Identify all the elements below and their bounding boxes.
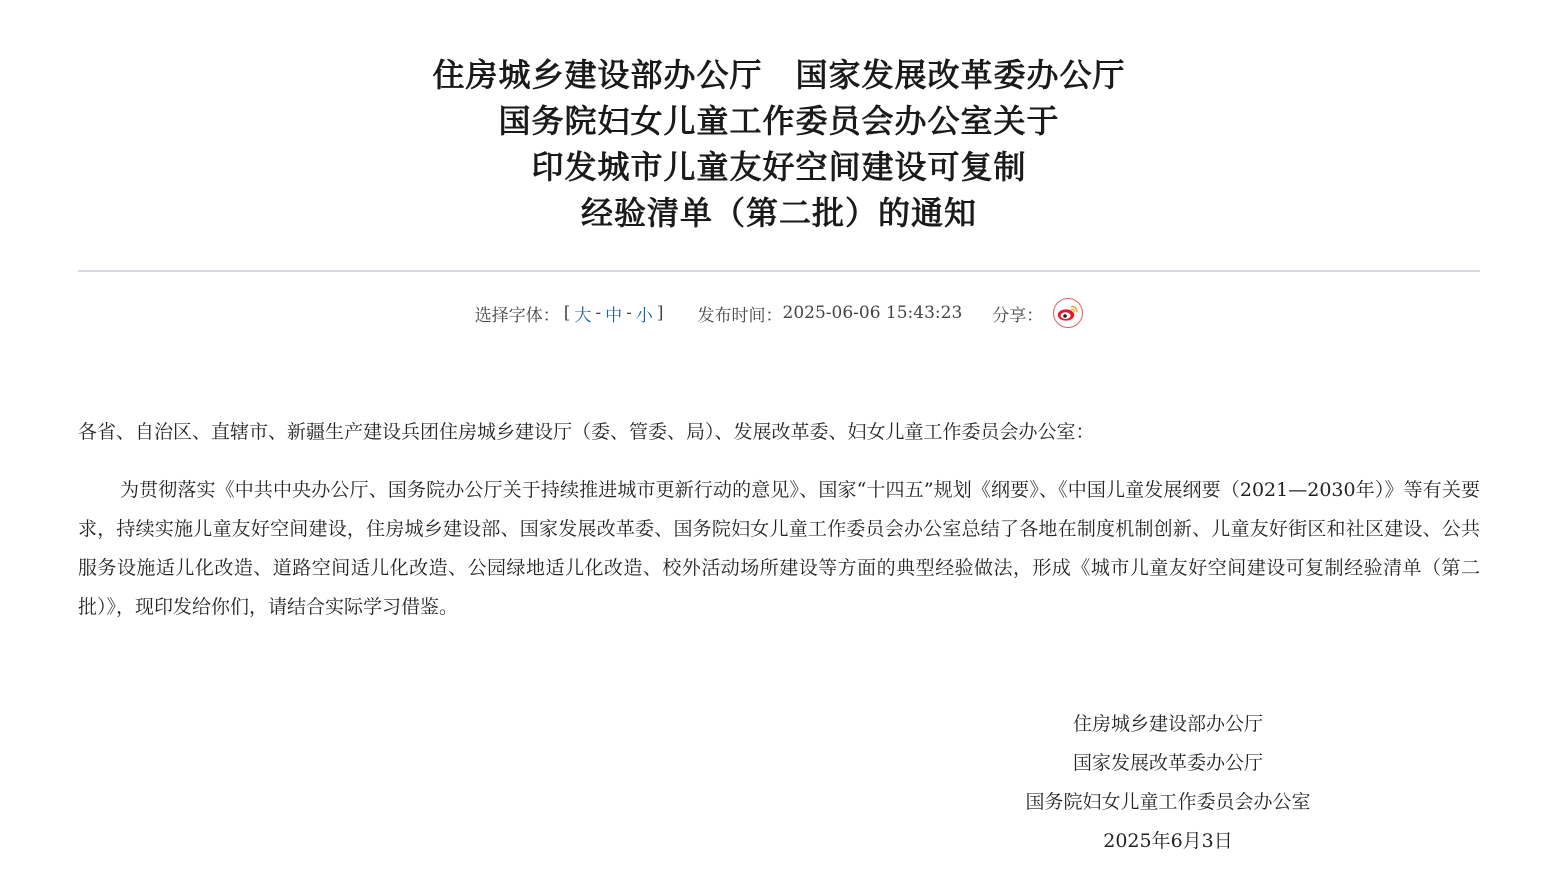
publish-time-label: 发布时间： (697, 305, 783, 326)
share-group (992, 298, 1083, 328)
font-separator: - (626, 303, 632, 323)
salutation: 各省、自治区、直辖市、新疆生产建设兵团住房城乡建设厅（委、管委、局）、发展改革委、妇女儿童工作委员会办公室： (78, 421, 1095, 443)
title-line-1: 住房城乡建设部办公厅 国家发展改革委办公厅 (432, 56, 1126, 94)
signature-issuer-1: 住房城乡建设部办公厅 (1072, 713, 1263, 735)
font-size-label: 选择字体： (474, 305, 560, 326)
publish-info (698, 301, 963, 326)
meta-bar (78, 296, 1480, 330)
title-line-4: 经验清单（第二批）的通知 (580, 194, 977, 232)
font-separator: - (595, 303, 602, 323)
title-line-2: 国务院妇女儿童工作委员会办公室关于 (498, 102, 1060, 140)
font-size-medium-link[interactable]: 中 (605, 305, 623, 326)
publish-time-value: 2025-06-06 15:43:23 (782, 303, 963, 323)
font-bracket-close: ] (656, 303, 664, 323)
title-line-3: 印发城市儿童友好空间建设可复制 (531, 148, 1027, 186)
signature-date: 2025年6月3日 (1103, 830, 1233, 852)
notice-page (78, 0, 1480, 887)
title-divider (78, 270, 1480, 272)
body-paragraph: 为贯彻落实《中共中央办公厅、国务院办公厅关于持续推进城市更新行动的意见》、国家“十四五”规划《纲要》、《中国儿童发展纲要（2021—2030年）》等有关要求，持续实施儿童友好空间建设，住房城乡建设部、国家发展改革委、国务院妇女儿童工作委员会办公室总结了各地在制度机制创新、儿童友好街区和社区建设、公共服务设施适儿化改造、道路空间适儿化改造、公园绿地适儿化改造、校外活动场所建设等方面的典型经验做法，形成《城市儿童友好空间建设可复制经验清单（第二批）》，现印发给你们，请结合实际学习借鉴。 (78, 479, 1480, 618)
signature-issuer-3: 国务院妇女儿童工作委员会办公室 (1025, 791, 1311, 813)
signature-issuer-2: 国家发展改革委办公厅 (1072, 752, 1263, 774)
font-size-selector (475, 301, 668, 326)
font-size-small-link[interactable]: 小 (635, 305, 653, 326)
document-body (78, 413, 1480, 627)
weibo-icon (1057, 304, 1079, 322)
share-label: 分享： (992, 305, 1044, 326)
font-size-large-link[interactable]: 大 (574, 305, 592, 326)
document-title (78, 52, 1480, 236)
font-bracket-open: [ (563, 303, 571, 323)
weibo-share-button[interactable] (1053, 298, 1083, 328)
signature-block (1006, 705, 1330, 861)
